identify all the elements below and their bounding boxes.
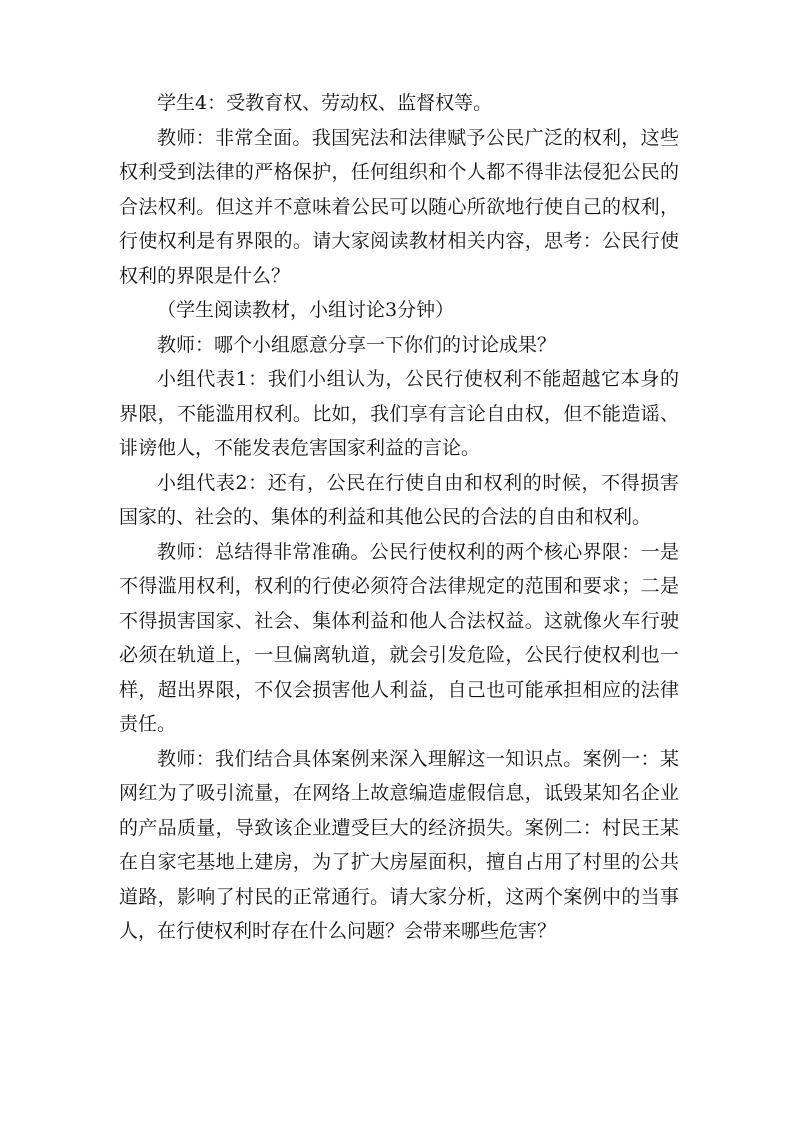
paragraph-reading-note: （学生阅读教材，小组讨论3分钟） <box>157 299 455 321</box>
paragraph-teacher-question: 教师：非常全面。我国宪法和法律赋予公民广泛的权利，这些权利受到法律的严格保护，任何组织和个人都不得非法侵犯公民的合法权利。但这并不意味着公民可以随心所欲地行使自己的权利，行使权利是有界限的。请大家阅读教材相关内容，思考：公民行使权利的界限是什么？ <box>119 126 679 287</box>
paragraph-group-1: 小组代表1：我们小组认为，公民行使权利不能超越它本身的界限，不能滥用权利。比如，我们享有言论自由权，但不能造谣、诽谤他人，不能发表危害国家利益的言论。 <box>119 368 679 459</box>
paragraph-teacher-summary: 教师：总结得非常准确。公民行使权利的两个核心界限：一是不得滥用权利，权利的行使必须符合法律规定的范围和要求；二是不得损害国家、社会、集体利益和他人合法权益。这就像火车行驶必须在轨道上，一旦偏离轨道，就会引发危险，公民行使权利也一样，超出界限，不仅会损害他人利益，自己也可能承担相应的法律责任。 <box>119 540 679 735</box>
paragraph-teacher-cases: 教师：我们结合具体案例来深入理解这一知识点。案例一：某网红为了吸引流量，在网络上故意编造虚假信息，诋毁某知名企业的产品质量，导致该企业遭受巨大的经济损失。案例二：村民王某在自家宅基地上建房，为了扩大房屋面积，擅自占用了村里的公共道路，影响了村民的正常通行。请大家分析，这两个案例中的当事人，在行使权利时存在什么问题？会带来哪些危害？ <box>119 747 679 942</box>
paragraph-student-4: 学生4：受教育权、劳动权、监督权等。 <box>157 92 493 114</box>
paragraph-teacher-share: 教师：哪个小组愿意分享一下你们的讨论成果？ <box>157 333 557 356</box>
paragraph-group-2: 小组代表2：还有，公民在行使自由和权利的时候，不得损害国家的、社会的、集体的利益和其他公民的合法的自由和权利。 <box>119 471 679 528</box>
document-page <box>119 86 679 949</box>
